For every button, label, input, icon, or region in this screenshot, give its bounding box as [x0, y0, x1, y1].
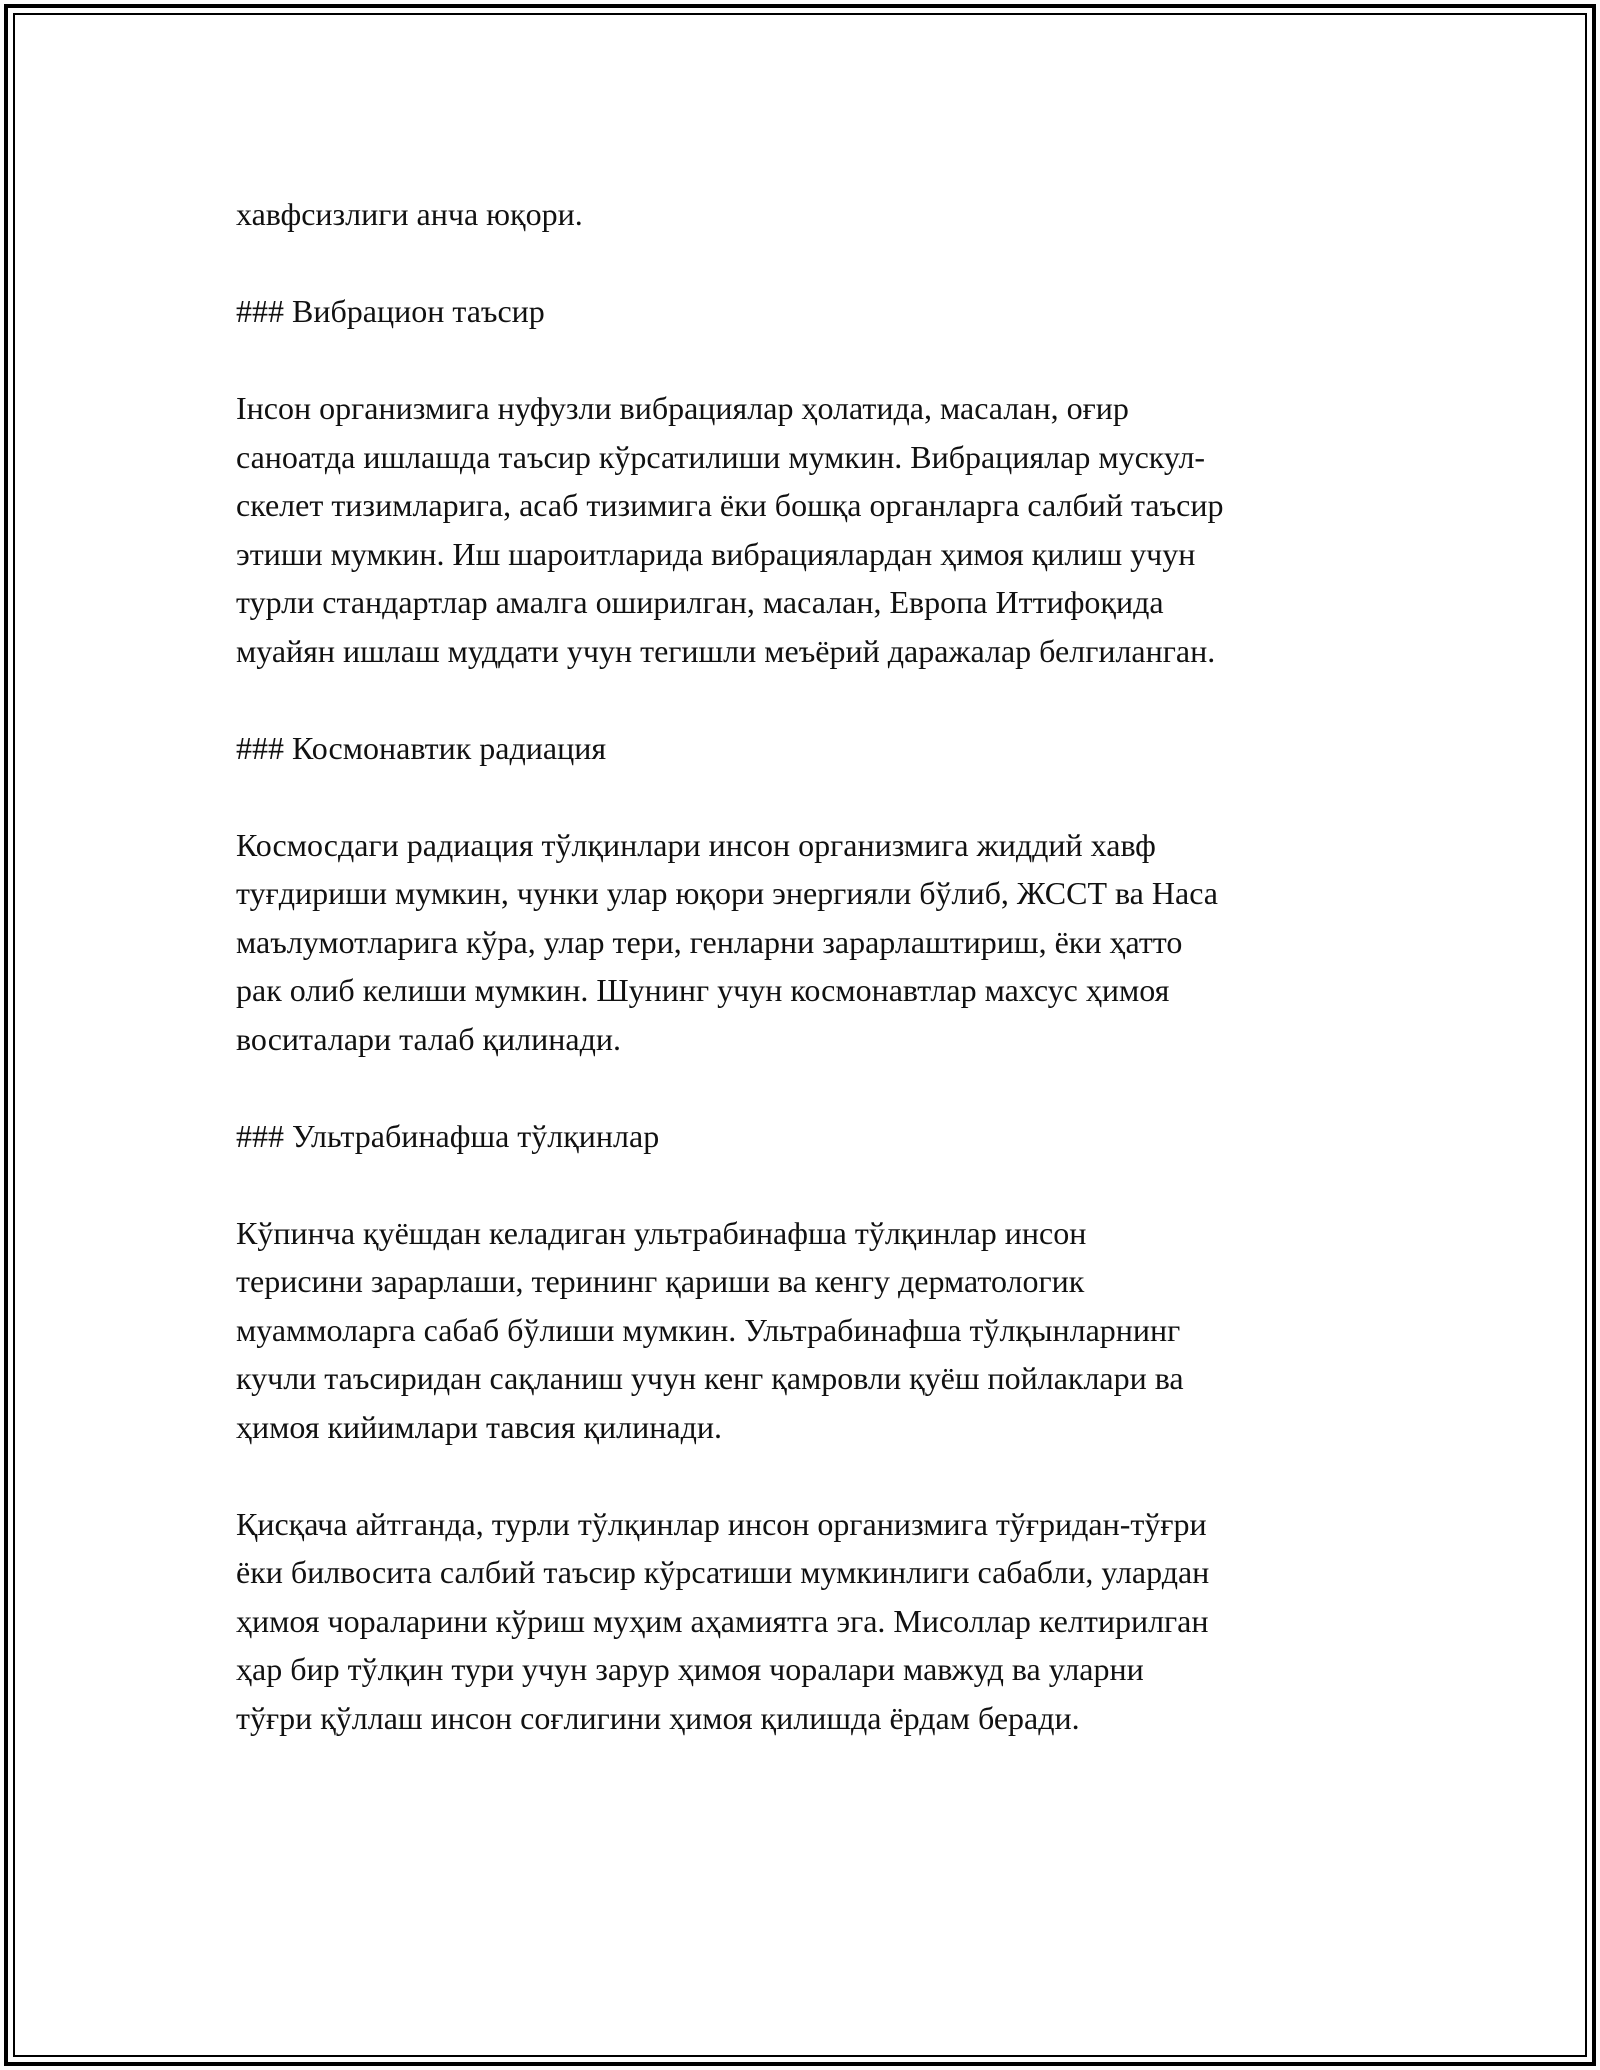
paragraph-continuation: хавфсизлиги анча юқори.: [236, 196, 583, 232]
paragraph-cosmic-radiation: Космосдаги радиация тўлқинлари инсон организмига жиддий хавф туғдириши мумкин, чунки улар юқори энергияли бўлиб, ЖССТ ва Наса маълумотларига кўра, улар тери, генларни зарарлаштириш, ёки ҳатто рак олиб келиши мумкин. Шунинг учун космонавтлар махсус ҳимоя воситалари талаб қилинади.: [236, 826, 1218, 1057]
document-body: [236, 190, 1386, 1791]
paragraph-vibration: Інсон организмига нуфузли вибрациялар ҳолатида, масалан, оғир саноатда ишлашда таъсир кўрсатилиши мумкин. Вибрациялар мускул- скелет тизимларига, асаб тизимига ёки бошқа органларга салбий таъсир этиши мумкин. Иш шароитларида вибрациялардан ҳимоя қилиш учун турли стандартлар амалга оширилган, масалан, Европа Иттифоқида муайян ишлаш муддати учун тегишли меъёрий даражалар белгиланган.: [236, 390, 1224, 669]
heading-ultraviolet-waves: ### Ультрабинафша тўлқинлар: [236, 1117, 660, 1154]
heading-vibration-effect: ### Вибрацион таъсир: [236, 293, 545, 329]
paragraph-conclusion: Қисқача айтганда, турли тўлқинлар инсон организмига тўғридан-тўғри ёки билвосита салбий таъсир кўрсатиши мумкинлиги сабабли, улардан ҳимоя чораларини кўриш муҳим аҳамиятга эга. Мисоллар келтирилган ҳар бир тўлқин тури учун зарур ҳимоя чоралари мавжуд ва уларни тўғри қўллаш инсон соғлигини ҳимоя қилишда ёрдам беради.: [236, 1505, 1210, 1736]
heading-cosmic-radiation: ### Космонавтик радиация: [236, 729, 607, 766]
paragraph-ultraviolet: Кўпинча қуёшдан келадиган ультрабинафша тўлқинлар инсон терисини зарарлаши, терининг қариши ва кенгу дерматологик муаммоларга сабаб бўлиши мумкин. Ультрабинафша тўлқынларнинг кучли таъсиридан сақланиш учун кенг қамровли қуёш пойлаклари ва ҳимоя кийимлари тавсия қилинади.: [236, 1214, 1184, 1445]
